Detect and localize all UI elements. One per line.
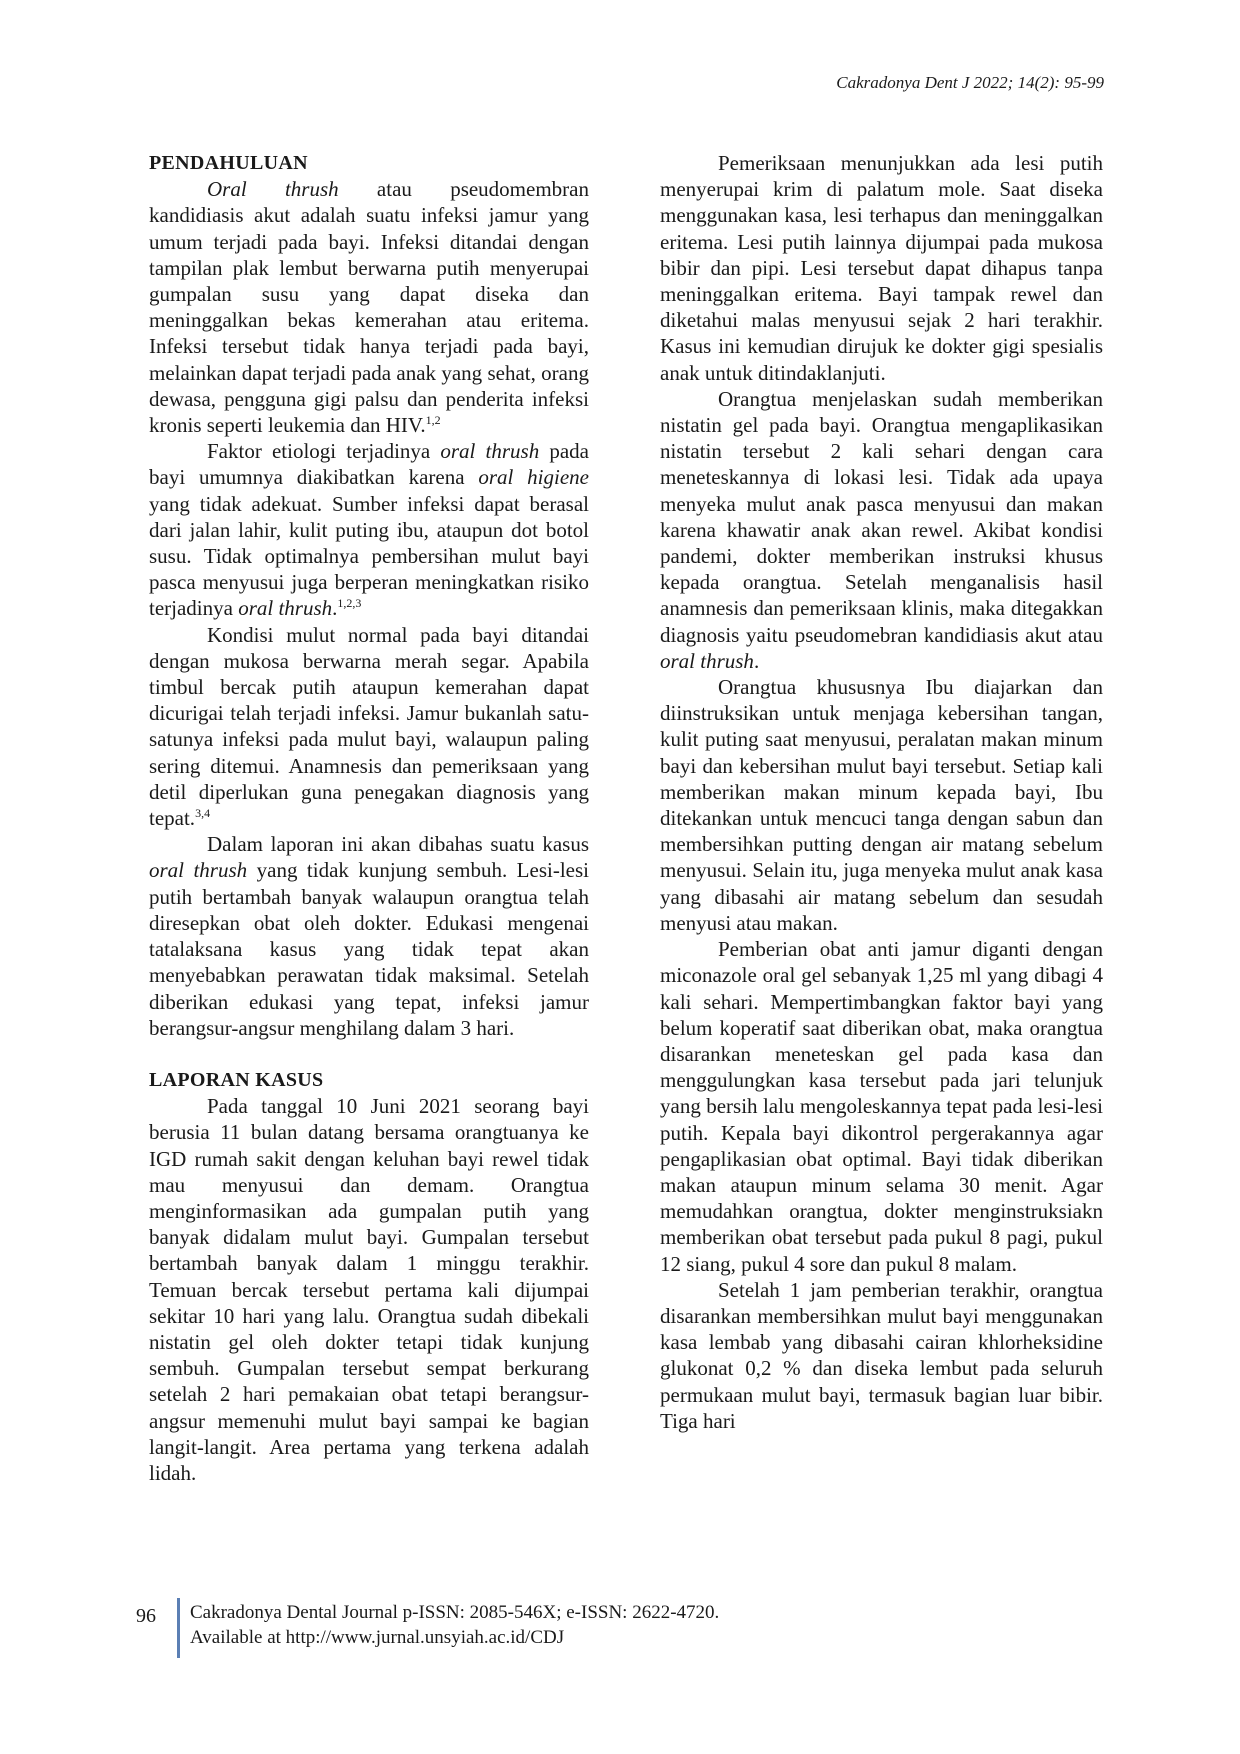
paragraph: Oral thrush atau pseudomembran kandidiasis akut adalah suatu infeksi jamur yang umum terjadi pada bayi. Infeksi ditandai dengan tampilan plak lembut berwarna putih menyerupai gumpalan susu yang dapat diseka dan meninggalkan bekas kemerahan atau eritema. Infeksi tersebut tidak hanya terjadi pada bayi, melainkan dapat terjadi pada anak yang sehat, orang dewasa, pengguna gigi palsu dan penderita infeksi kronis seperti leukemia dan HIV.$^{1,2}$ [149, 177, 589, 438]
paragraph: Orangtua menjelaskan sudah memberikan nistatin gel pada bayi. Orangtua mengaplikasikan nistatin tersebut 2 kali sehari dengan cara meneteskannya di lokasi lesi. Tidak ada upaya menyeka mulut anak pasca menyusui dan makan karena khawatir anak akan rewel. Akibat kondisi pandemi, dokter memberikan instruksi khusus kepada orangtua. Setelah menganalisis hasil anamnesis dan pemeriksaan klinis, maka ditegakkan diagnosis yaitu pseudomebran kandidiasis akut atau oral thrush. [660, 386, 1103, 673]
footer-rule [177, 1598, 180, 1658]
journal-url: Available at http://www.jurnal.unsyiah.ac.id/CDJ [190, 1627, 565, 1648]
citation: 1,2 [425, 413, 441, 428]
italic-term: oral thrush [238, 596, 333, 621]
journal-info [190, 1600, 719, 1650]
paragraph: Dalam laporan ini akan dibahas suatu kasus oral thrush yang tidak kunjung sembuh. Lesi-lesi putih bertambah banyak walaupun orangtua telah diresepkan obat oleh dokter. Edukasi mengenai tatalaksana kasus yang tidak tepat akan menyebabkan perawatan tidak maksimal. Setelah diberikan edukasi yang tepat, infeksi jamur berangsur-angsur menghilang dalam 3 hari. [149, 832, 589, 1040]
italic-term: oral thrush [660, 648, 754, 673]
paragraph: Faktor etiologi terjadinya oral thrush pada bayi umumnya diakibatkan karena oral higiene yang tidak adekuat. Sumber infeksi dapat berasal dari jalan lahir, kulit puting ibu, ataupun dot botol susu. Tidak optimalnya pembersihan mulut bayi pasca menyusui juga berperan meningkatkan risiko terjadinya oral thrush.$^{1,2,3}$ [149, 439, 589, 621]
page-footer [136, 1598, 896, 1658]
paragraph: Pemberian obat anti jamur diganti dengan miconazole oral gel sebanyak 1,25 ml yang dibagi 4 kali sehari. Mempertimbangkan faktor bayi yang belum koperatif saat diberikan obat, maka orangtua disarankan meneteskan gel pada kasa dan menggulungkan kasa tersebut pada jari telunjuk yang bersih lalu mengoleskannya tepat pada lesi-lesi putih. Kepala bayi dikontrol pergerakannya agar pengaplikasian obat optimal. Bayi tidak diberikan makan ataupun minum selama 30 menit. Agar memudahkan orangtua, dokter menginstruksiakn memberikan obat tersebut pada pukul 8 pagi, pukul 12 siang, pukul 4 sore dan pukul 8 malam. [660, 937, 1103, 1276]
running-head: Cakradonya Dent J 2022; 14(2): 95-99 [836, 73, 1104, 92]
italic-term: oral thrush [440, 439, 540, 464]
paragraph: Kondisi mulut normal pada bayi ditandai dengan mukosa berwarna merah segar. Apabila timbul bercak putih ataupun kemerahan dapat dicurigai telah terjadi infeksi. Jamur bukanlah satu-satunya infeksi pada mulut bayi, walaupun paling sering ditemui. Anamnesis dan pemeriksaan yang detil diperlukan guna penegakan diagnosis yang tepat.$^{3,4}$ [149, 622, 589, 831]
paragraph: Setelah 1 jam pemberian terakhir, orangtua disarankan membersihkan mulut bayi menggunakan kasa lembab yang dibasahi cairan khlorheksidine glukonat 0,2 % dan diseka lembut pada seluruh permukaan mulut bayi, termasuk bagian luar bibir. Tiga hari [660, 1277, 1103, 1433]
italic-term: oral higiene [478, 465, 589, 490]
italic-term: Oral thrush [207, 177, 339, 202]
citation: 1,2,3 [337, 596, 362, 611]
paragraph: Pada tanggal 10 Juni 2021 seorang bayi berusia 11 bulan datang bersama orangtuanya ke IGD rumah sakit dengan keluhan bayi rewel tidak mau menyusui dan demam. Orangtua menginformasikan ada gumpalan putih yang banyak didalam mulut bayi. Gumpalan tersebut bertambah banyak dalam 1 minggu terakhir. Temuan bercak tersebut pertama kali dijumpai sekitar 10 hari yang lalu. Orangtua sudah dibekali nistatin gel oleh dokter tetapi tidak kunjung sembuh. Gumpalan tersebut sempat berkurang setelah 2 hari pemakaian obat tetapi berangsur-angsur memenuhi mulut bayi sampai ke bagian langit-langit. Area pertama yang terkena adalah lidah. [149, 1094, 589, 1485]
italic-term: oral thrush [149, 858, 248, 883]
citation: 3,4 [195, 806, 211, 821]
journal-issn: Cakradonya Dental Journal p-ISSN: 2085-546X; e-ISSN: 2622-4720. [190, 1602, 720, 1623]
paragraph: Pemeriksaan menunjukkan ada lesi putih menyerupai krim di palatum mole. Saat diseka menggunakan kasa, lesi terhapus dan meninggalkan eritema. Lesi putih lainnya dijumpai pada mukosa bibir dan pipi. Lesi tersebut dapat dihapus tanpa meninggalkan eritema. Bayi tampak rewel dan diketahui malas menyusui sejak 2 hari terakhir. Kasus ini kemudian dirujuk ke dokter gigi spesialis anak untuk ditindaklanjuti. [660, 151, 1103, 385]
section-heading-laporan-kasus: LAPORAN KASUS [149, 1068, 324, 1091]
page-number: 96 [136, 1605, 156, 1627]
section-heading-pendahuluan: PENDAHULUAN [149, 152, 308, 174]
paragraph: Orangtua khususnya Ibu diajarkan dan diinstruksikan untuk menjaga kebersihan tangan, kulit puting saat menyusui, peralatan makan minum bayi dan kebersihan mulut bayi tersebut. Setiap kali memberikan makan minum kepada bayi, Ibu ditekankan untuk mencuci tanga dengan sabun dan membersihkan putting dengan air matang sebelum menyusui. Selain itu, juga menyeka mulut anak kasa yang dibasahi air matang sebelum dan sesudah menyusi atau makan. [660, 675, 1103, 935]
right-column [660, 150, 1103, 1434]
left-column [149, 150, 589, 1486]
